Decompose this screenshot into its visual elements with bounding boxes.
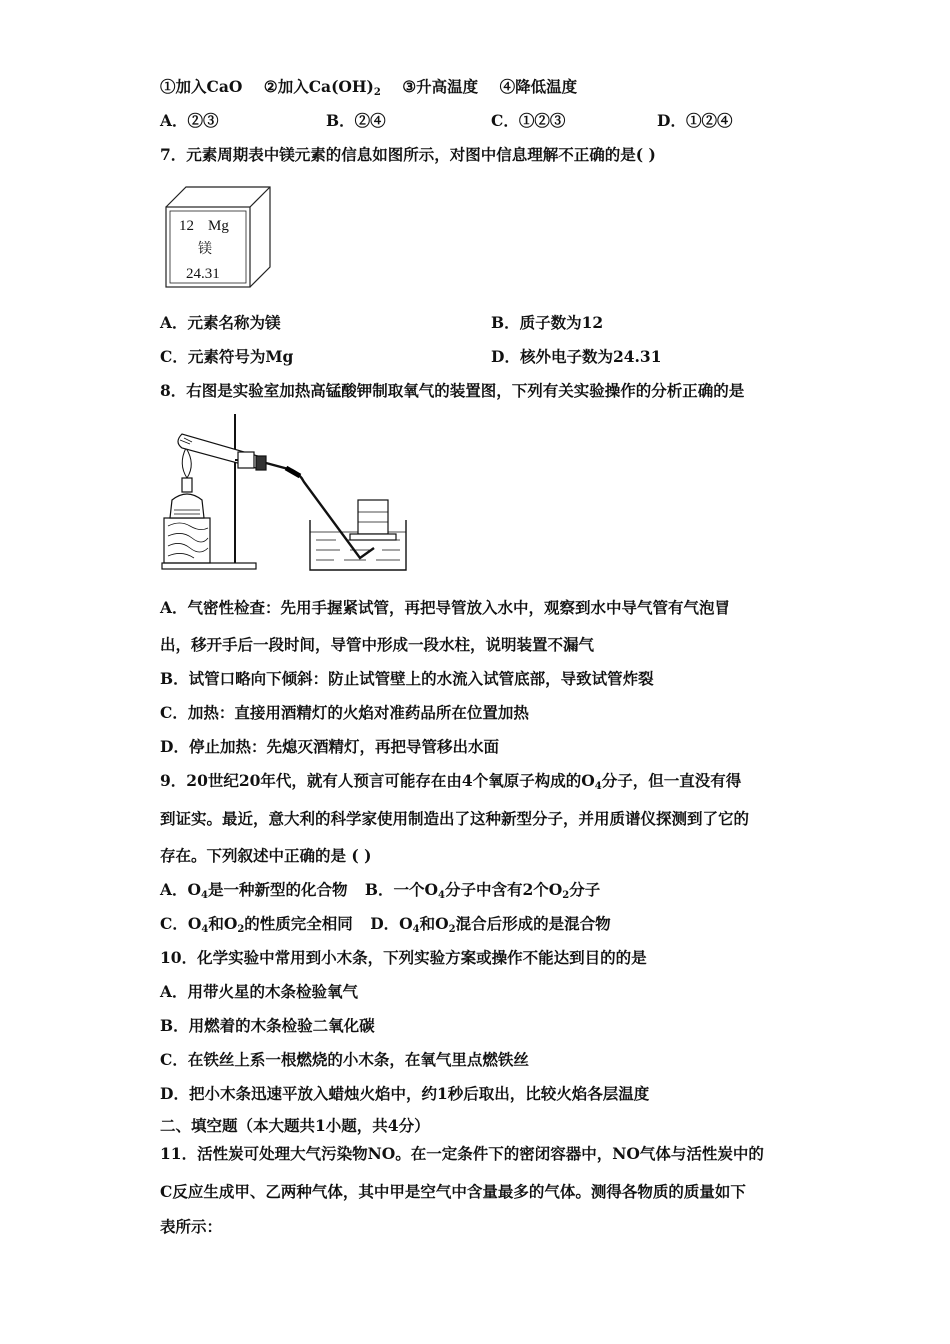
q10-choice-d: D．把小木条迅速平放入蜡烛火焰中，约1秒后取出，比较火焰各层温度 <box>160 1084 650 1103</box>
q9-stem-line3: 存在。下列叙述中正确的是 ( ) <box>160 846 372 865</box>
q10-choice-a: A．用带火星的木条检验氧气 <box>160 982 359 1001</box>
q6-condition-3: ③升高温度 <box>402 77 479 96</box>
element-symbol: Mg <box>208 218 229 234</box>
q8-choice-a-line2: 出，移开手后一段时间，导管中形成一段水柱，说明装置不漏气 <box>160 635 595 654</box>
q11-stem-line2: C反应生成甲、乙两种气体，其中甲是空气中含量最多的气体。测得各物质的质量如下 <box>160 1182 746 1201</box>
q9-choice-b: B．一个$O_4$分子中含有2个$O_2$分子 <box>364 880 601 901</box>
q8-choice-b: B．试管口略向下倾斜：防止试管壁上的水流入试管底部，导致试管炸裂 <box>160 669 654 688</box>
q7-choice-b: B．质子数为12 <box>491 313 604 332</box>
q6-condition-1: ①加入CaO <box>160 77 243 96</box>
q6-choice-c: C．①②③ <box>491 111 566 130</box>
section-title: 二、填空题（本大题共1小题，共4分） <box>160 1116 430 1135</box>
q9-choice-c: C．$O_4$和$O_2$的性质完全相同 <box>160 914 353 935</box>
q7-choice-a: A．元素名称为镁 <box>160 313 281 332</box>
stopper <box>256 456 266 470</box>
q6-choice-d: D．①②④ <box>657 111 733 130</box>
periodic-table-cell <box>162 183 282 293</box>
stand-base <box>162 563 256 569</box>
clamp <box>238 452 254 468</box>
collecting-bottle <box>358 500 388 534</box>
q9-choices-ab <box>160 879 600 901</box>
q10-choice-b: B．用燃着的木条检验二氧化碳 <box>160 1016 375 1035</box>
q8-choice-a-line1: A．气密性检查：先用手握紧试管，再把导管放入水中，观察到水中导气管有气泡冒 <box>160 598 731 617</box>
q10-choice-c: C．在铁丝上系一根燃烧的小木条，在氧气里点燃铁丝 <box>160 1050 529 1069</box>
q9-choices-cd <box>160 913 611 935</box>
element-name: 镁 <box>198 242 212 257</box>
q8-choice-c: C．加热：直接用酒精灯的火焰对准药品所在位置加热 <box>160 703 529 722</box>
q6-choice-b: B．②④ <box>326 111 386 130</box>
oxygen-apparatus-diagram <box>160 408 420 578</box>
q7-choice-c: C．元素符号为Mg <box>160 347 294 366</box>
q9-choice-d: D．$O_4$和$O_2$混合后形成的是混合物 <box>370 914 611 935</box>
q11-stem-line3: 表所示： <box>160 1217 223 1236</box>
bottle-shelf <box>350 534 396 540</box>
atomic-number: 12 <box>179 218 194 234</box>
flame <box>182 448 191 478</box>
q7-stem: 7．元素周期表中镁元素的信息如图所示，对图中信息理解不正确的是( ) <box>160 145 656 164</box>
q6-conditions-line <box>160 76 577 98</box>
q9-stem-line1: 9．20世纪20年代，就有人预言可能存在由4个氧原子构成的$O_4$分子，但一直没有得 <box>160 771 742 792</box>
q8-stem: 8．右图是实验室加热高锰酸钾制取氧气的装置图，下列有关实验操作的分析正确的是 <box>160 381 745 400</box>
q9-stem-line2: 到证实。最近，意大利的科学家使用制造出了这种新型分子，并用质谱仪探测到了它的 <box>160 809 750 828</box>
q6-choice-a: A．②③ <box>160 111 219 130</box>
q9-choice-a: A．$O_4$是一种新型的化合物 <box>160 880 348 901</box>
q10-stem: 10．化学实验中常用到小木条，下列实验方案或操作不能达到目的的是 <box>160 948 647 967</box>
atomic-mass: 24.31 <box>186 266 220 282</box>
alcohol-lamp <box>170 494 204 518</box>
q8-choice-d: D．停止加热：先熄灭酒精灯，再把导管移出水面 <box>160 737 499 756</box>
q11-stem-line1: 11．活性炭可处理大气污染物NO。在一定条件下的密闭容器中，NO气体与活性炭中的 <box>160 1144 764 1163</box>
q6-condition-2: ②加入$Ca(OH)_2$ <box>263 77 381 98</box>
q6-condition-4: ④降低温度 <box>499 77 578 96</box>
q7-choice-d: D．核外电子数为24.31 <box>491 347 662 366</box>
